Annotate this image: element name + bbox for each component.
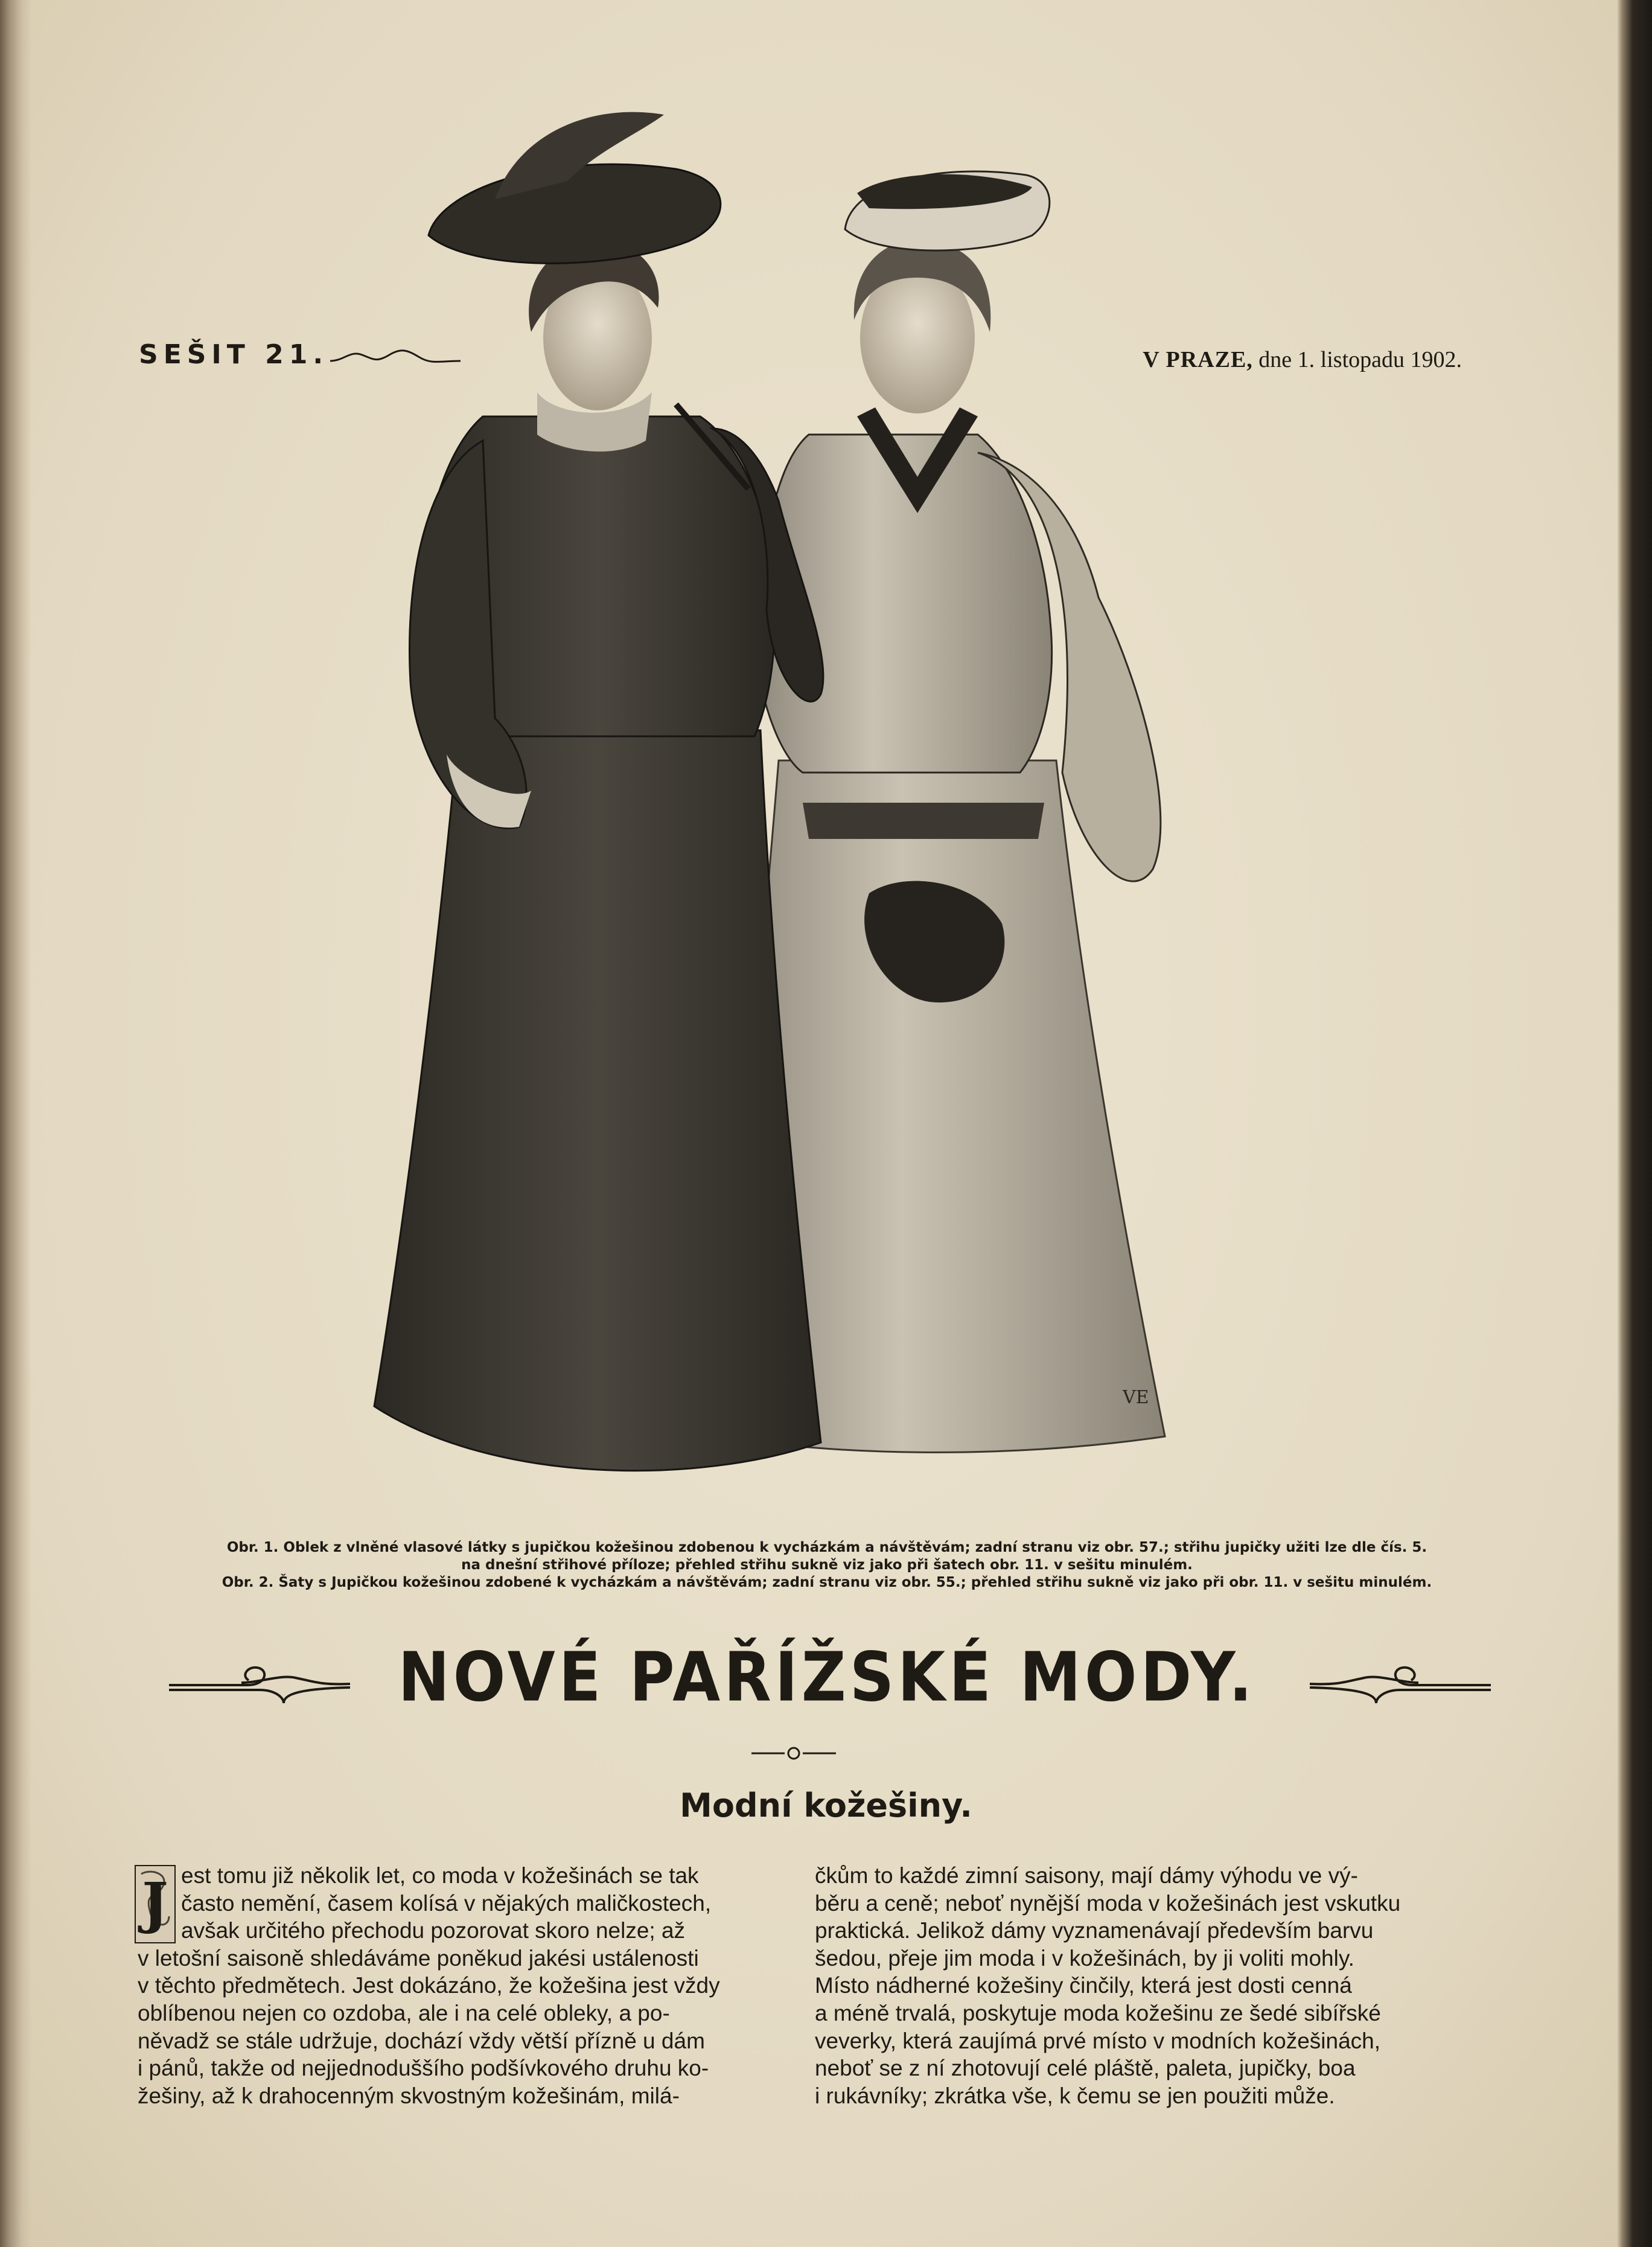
title-divider-ornament xyxy=(751,1744,836,1762)
article-line: něvadž se stále udržuje, dochází vždy větší přízně u dám xyxy=(138,2028,705,2053)
article-line: čkům to každé zimní saisony, mají dámy výhodu ve vý- xyxy=(815,1863,1358,1888)
article-line: oblíbenou nejen co ozdoba, ale i na celé obleky, a po- xyxy=(138,2000,670,2025)
article-line: šedou, přeje jim moda i v kožešinách, by ji voliti mohly. xyxy=(815,1945,1354,1971)
drop-cap-letter: J xyxy=(142,1870,168,1936)
article-line: v letošní saisoně shledáváme poněkud jakési ustálenosti xyxy=(138,1945,699,1971)
caption-line: na dnešní střihové příloze; přehled střihu sukně viz jako při šatech obr. 11. v sešitu minulém. xyxy=(461,1557,1193,1573)
article-line: běru a ceně; neboť nynější moda v kožešinách jest vskutku xyxy=(815,1890,1401,1916)
issue-date: dne 1. listopadu 1902. xyxy=(1258,347,1462,372)
article-line: a méně trvalá, poskytuje moda kožešinu ze šedé sibířské xyxy=(815,2000,1381,2025)
page-binding-left xyxy=(0,0,31,2247)
article-column-left xyxy=(138,1862,741,2109)
article-line: veverky, která zaujímá prvé místo v modních kožešinách, xyxy=(815,2028,1381,2053)
article-line: i rukávníky; zkrátka vše, k čemu se jen použiti může. xyxy=(815,2083,1335,2108)
article-line: Místo nádherné kožešiny činčily, která jest dosti cenná xyxy=(815,1973,1352,1998)
article-line: praktická. Jelikož dámy vyznamenávají především barvu xyxy=(815,1918,1374,1943)
issue-number: SEŠIT 21. xyxy=(139,339,329,370)
caption-line: Obr. 1. Oblek z vlněné vlasové látky s jupičkou kožešinou zdobenou k vycházkám a návštěvám; zadní stranu viz obr. 57.; střihu jupičky užiti lze dle čís. 5. xyxy=(226,1540,1427,1555)
article-line: est tomu již několik let, co moda v kožešinách se tak xyxy=(181,1863,699,1888)
article-line: avšak určitého přechodu pozorovat skoro nelze; až xyxy=(181,1918,686,1943)
title-ornament-right xyxy=(1310,1660,1491,1708)
article-title: NOVÉ PAŘÍŽSKÉ MODY. xyxy=(398,1638,1256,1717)
figure-captions xyxy=(145,1539,1509,1592)
article-line: často nemění, časem kolísá v nějakých maličkostech, xyxy=(181,1890,712,1916)
caption-line: Obr. 2. Šaty s Jupičkou kožešinou zdobené k vycházkám a návštěvám; zadní stranu viz obr. 55.; přehled střihu sukně viz jako při obr. 11. v sešitu minulém. xyxy=(222,1575,1432,1590)
article-subtitle: Modní kožešiny. xyxy=(680,1786,972,1825)
article-line: v těchto předmětech. Jest dokázáno, že kožešina jest vždy xyxy=(138,1973,720,1998)
article-line: i pánů, takže od nejjednoduššího podšívkového druhu ko- xyxy=(138,2056,709,2081)
issue-city: V PRAZE, xyxy=(1143,347,1253,372)
page-binding-right xyxy=(1617,0,1652,2247)
woman-left-figure xyxy=(374,112,823,1471)
drop-cap-ornament xyxy=(133,1862,177,1946)
article-title-row xyxy=(163,1638,1491,1726)
article-column-right xyxy=(815,1862,1455,2109)
fashion-illustration xyxy=(338,78,1207,1497)
article-line: neboť se z ní zhotovují celé pláště, paleta, jupičky, boa xyxy=(815,2056,1356,2081)
illustrator-signature: VE xyxy=(1123,1387,1149,1408)
article-line: žešiny, až k drahocenným skvostným kožešinám, milá- xyxy=(138,2083,680,2108)
